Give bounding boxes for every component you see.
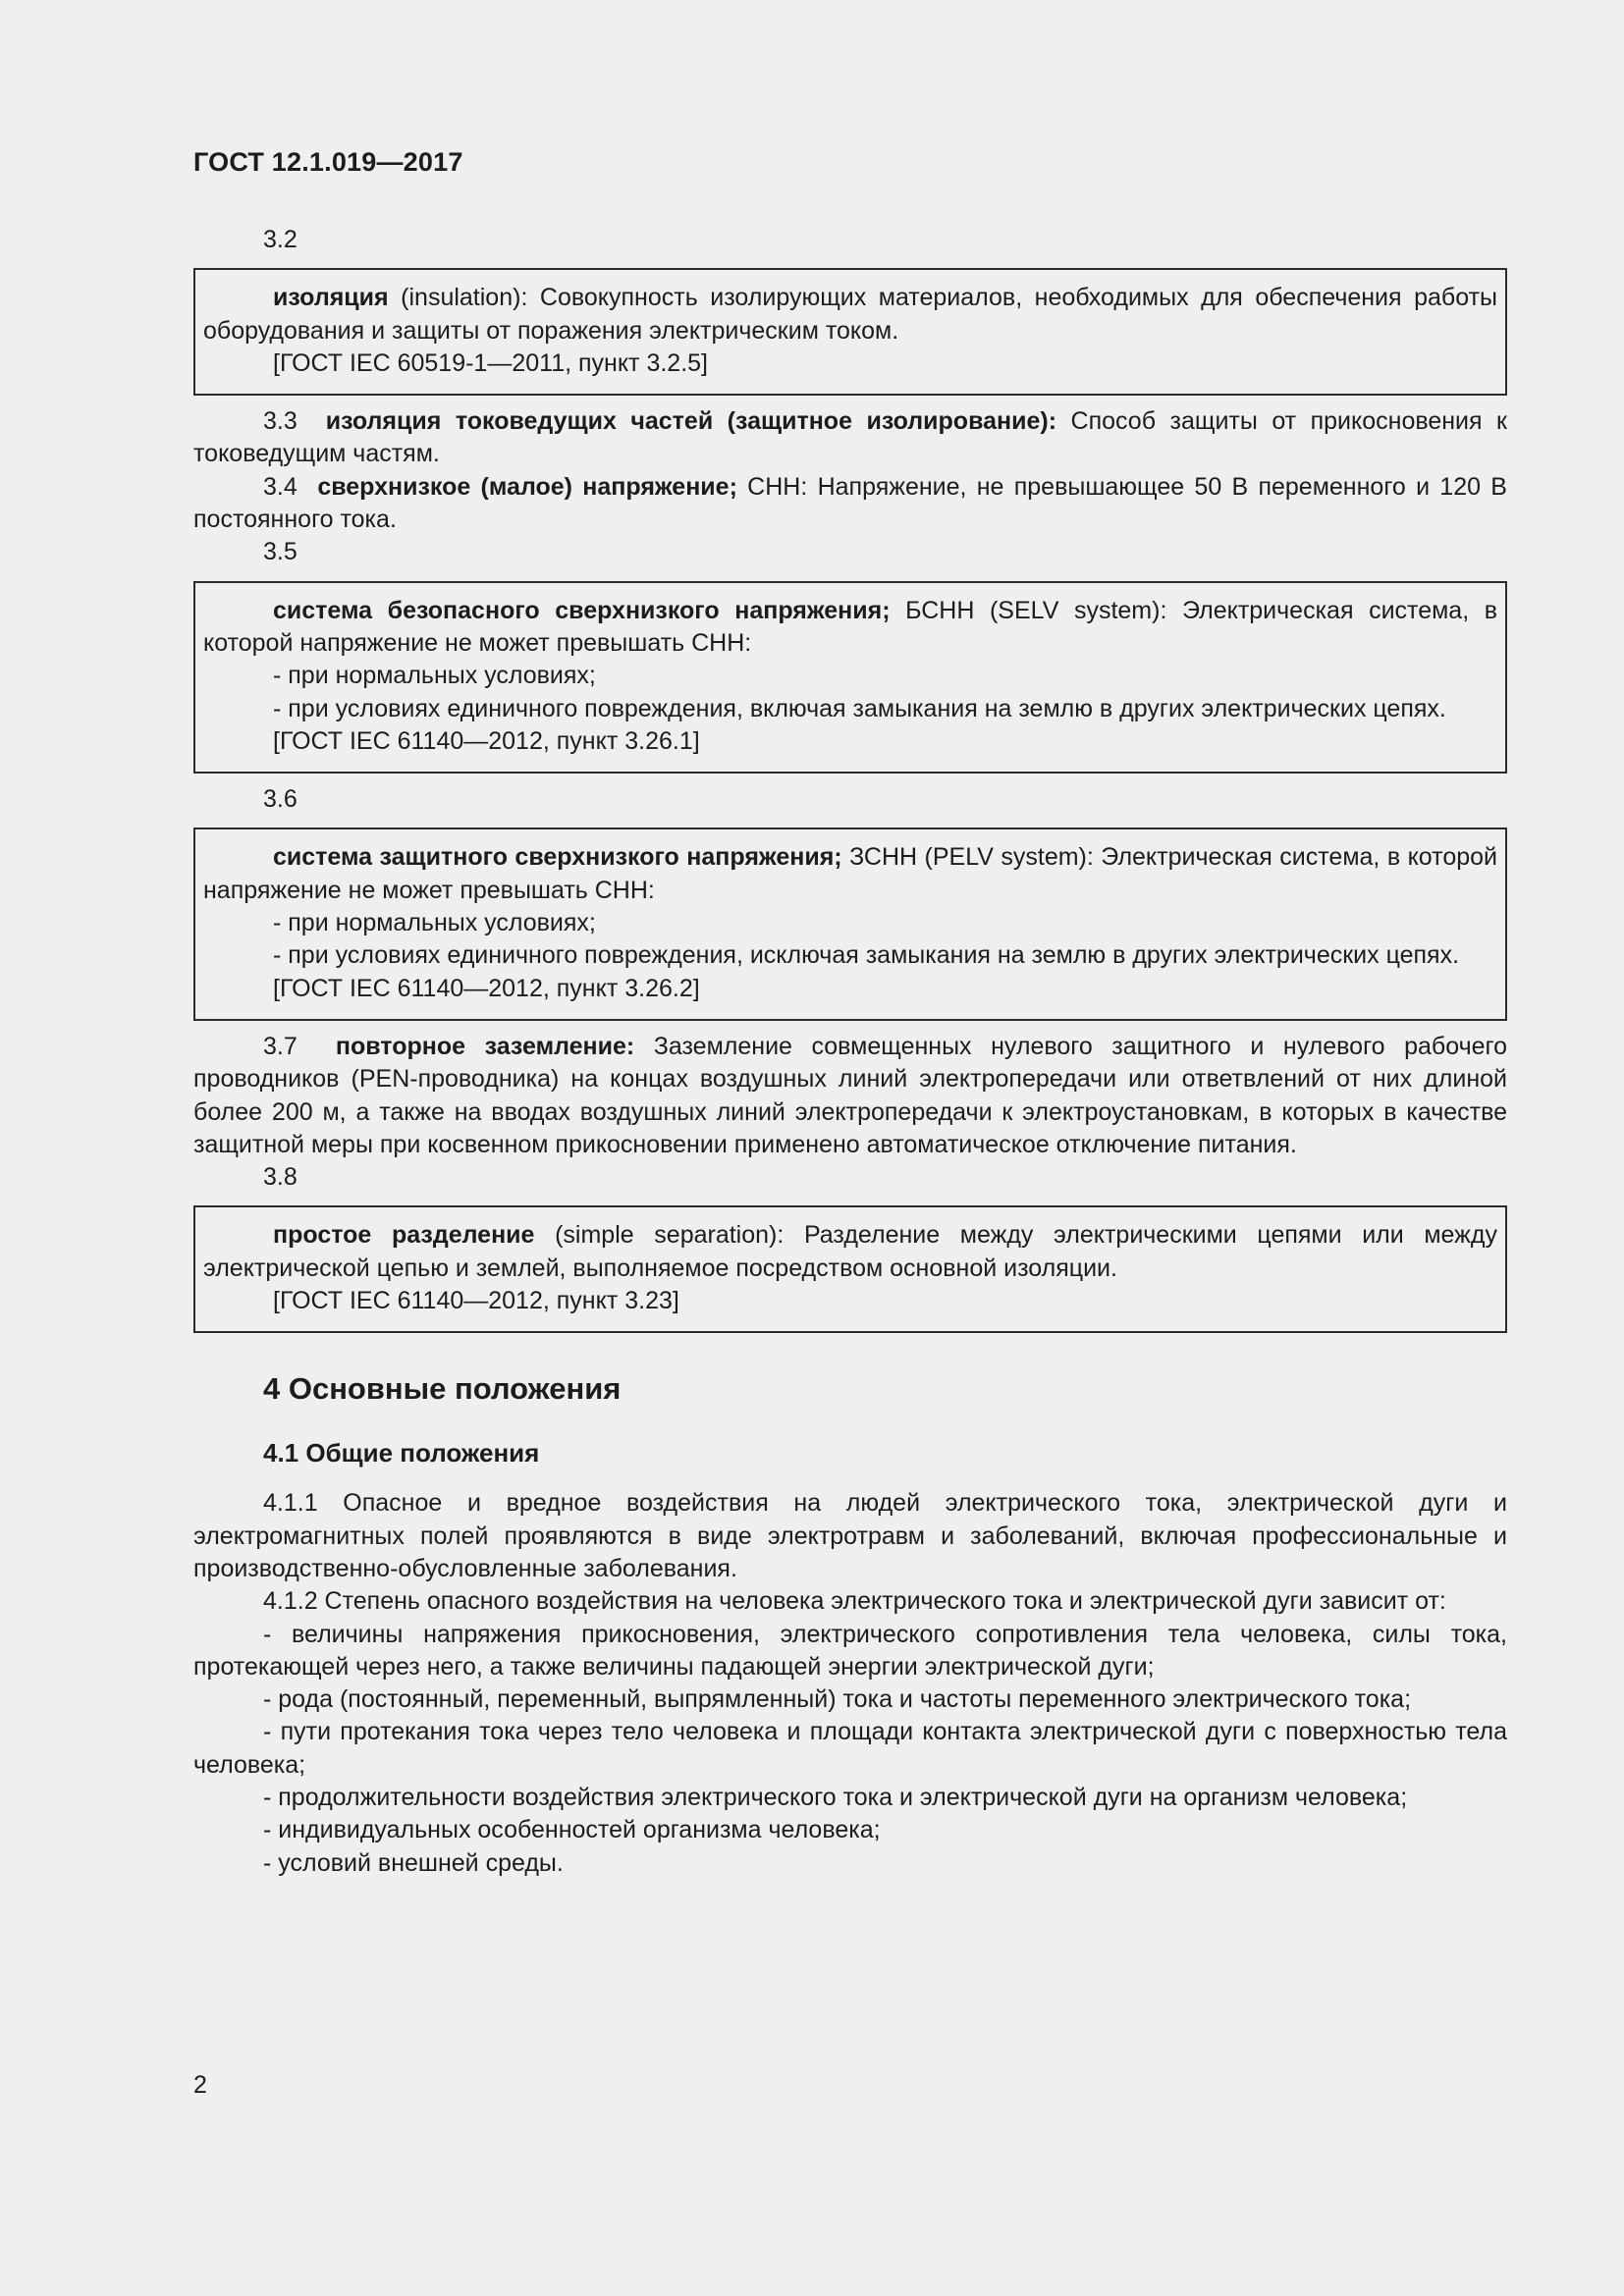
term-name: система безопасного сверхнизкого напряжения; [273,596,891,624]
section-heading-4: 4 Основные положения [263,1371,622,1407]
term-box-3-8 [193,1205,1507,1333]
clause-3-4: 3.4 сверхнизкое (малое) напряжение; СНН: Напряжение, не превышающее 50 В переменного и 120 В постоянного тока. [193,472,1507,534]
term-name: сверхнизкое (малое) напряжение; [317,472,737,501]
term-name: система защитного сверхнизкого напряжения; [273,843,842,872]
paragraph-4-1-1: 4.1.1 Опасное и вредное воздействия на людей электрического тока, электрической дуги и электромагнитных полей проявляются в виде электротравм и заболеваний, включая профессиональные и производственно-обусловленные заболевания. [193,1489,1507,1582]
list-item: - индивидуальных особенностей организма человека; [263,1816,881,1844]
term-text: Способ защиты от прикосновения к токоведущим частям. [193,407,1507,468]
term-text: БСНН (SELV system): Электрическая система, в которой напряжение не может превышать СНН: [203,596,1497,657]
clause-3-3: 3.3 изоляция токоведущих частей (защитное изолирование): Способ защиты от прикосновения к токоведущим частям. [193,407,1507,468]
clause-number-3-6: 3.6 [263,785,298,814]
list-item: - при условиях единичного повреждения, включая замыкания на землю в других электрических цепях. [273,694,1446,722]
list-item: - рода (постоянный, переменный, выпрямленный) тока и частоты переменного электрического тока; [263,1685,1412,1714]
list-item: - величины напряжения прикосновения, электрического сопротивления тела человека, силы тока, протекающей через него, а также величины падающей энергии электрической дуги; [193,1620,1507,1681]
term-definition-3-5 [203,595,1497,661]
term-box-3-5 [193,581,1507,774]
term-text: (simple separation): Разделение между электрическими цепями или между электрической цепью и землей, выполняемое посредством основной изоляции. [203,1221,1497,1282]
list-item: - при нормальных условиях; [273,909,596,937]
list-item: - при нормальных условиях; [273,662,596,690]
term-box-3-6 [193,828,1507,1020]
list-item: - при условиях единичного повреждения, исключая замыкания на землю в других электрических цепях. [273,941,1460,970]
subsection-heading-4-1: 4.1 Общие положения [263,1438,540,1468]
term-source-3-8: [ГОСТ IEC 61140—2012, пункт 3.23] [273,1287,679,1315]
term-source-3-6: [ГОСТ IEC 61140—2012, пункт 3.26.2] [273,974,700,1002]
clause-number-3-8: 3.8 [263,1163,298,1192]
page-number: 2 [193,2071,207,2099]
list-item: - пути протекания тока через тело человека и площади контакта электрической дуги с поверхностью тела человека; [193,1718,1507,1779]
list-item: - продолжительности воздействия электрического тока и электрической дуги на организм человека; [263,1783,1408,1811]
clause-number-3-5: 3.5 [263,538,298,566]
term-text: Заземление совмещенных нулевого защитного и нулевого рабочего проводников (PEN-проводника) на концах воздушных линий электропередачи или ответвлений от них длиной более 200 м, а также на вводах воздушных линий электропередачи к электроустановкам, в которых в качестве защитной меры при косвенном прикосновении применено автоматическое отключение питания. [193,1032,1507,1158]
term-name: изоляция токоведущих частей (защитное изолирование): [325,407,1057,436]
term-definition-3-8 [203,1219,1497,1285]
term-source-3-2: [ГОСТ IEC 60519-1—2011, пункт 3.2.5] [273,348,708,377]
term-box-3-2 [193,268,1507,396]
list-item: - условий внешней среды. [263,1848,564,1877]
paragraph-4-1-2: 4.1.2 Степень опасного воздействия на человека электрического тока и электрической дуги зависит от: [263,1587,1446,1616]
term-text: ЗСНН (PELV system): Электрическая система, в которой напряжение не может превышать СНН: [203,843,1497,904]
term-name: изоляция [273,284,389,312]
term-name: повторное заземление: [335,1032,635,1060]
clause-number-3-2: 3.2 [263,226,298,253]
document-header: ГОСТ 12.1.019—2017 [193,147,463,177]
term-definition-3-6 [203,841,1497,907]
term-definition-3-2 [203,282,1497,347]
term-name: простое разделение [273,1221,535,1250]
document-body [193,224,1507,1880]
term-source-3-5: [ГОСТ IEC 61140—2012, пункт 3.26.1] [273,726,700,755]
term-text: СНН: Напряжение, не превышающее 50 В переменного и 120 В постоянного тока. [193,472,1507,534]
clause-3-7: 3.7 повторное заземление: Заземление совмещенных нулевого защитного и нулевого рабочего проводников (PEN-проводника) на концах воздушных линий электропередачи или ответвлений от них длиной более 200 м, а также на вводах воздушных линий электропередачи к электроустановкам, в которых в качестве защитной меры при косвенном прикосновении применено автоматическое отключение питания. [193,1032,1507,1158]
term-text: (insulation): Совокупность изолирующих материалов, необходимых для обеспечения работы оборудования и защиты от поражения электрическим током. [203,284,1497,345]
